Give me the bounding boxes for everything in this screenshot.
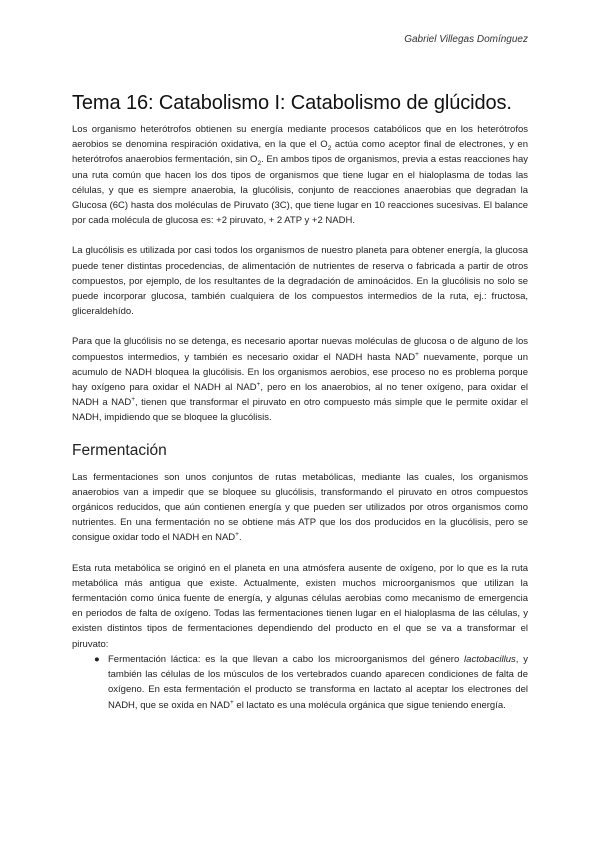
author-header: Gabriel Villegas Domínguez [404, 34, 528, 45]
section-heading-fermentacion: Fermentación [72, 441, 167, 459]
intro-paragraph-2: La glucólisis es utilizada por casi todos los organismos de nuestro planeta para obtener energía, la glucosa puede tener distintas procedencias, de alimentación de nutrientes de reserva o fabricada a partir de otros compuestos, por ejemplo, de los resultantes de la degradación de aminoácidos. En la glucólisis no solo se puede incorporar glucosa, también cualquiera de los compuestos intermedios de la ruta, ej.: fructosa, gliceraldehído. [72, 245, 528, 318]
intro-paragraph-1: Los organismo heterótrofos obtienen su energía mediante procesos catabólicos que en los heterótrofos aerobios se denomina respiración oxidativa, en la que el $O_2$ actúa como aceptor final de electrones, y en heterótrofos anaerobios fermentación, $\sin O_2$. En ambos tipos de organismos, previa a estas reacciones hay una ruta común que hacen los dos tipos de organismos que tiene lugar en el hialoplasma de todas las células, y que es siempre anaerobia, la glucólisis, conjunto de reacciones anaerobias que degradan la Glucosa (6C) hasta dos moléculas de Piruvato (3C), que tiene lugar en 10 reacciones sucesivas. El balance por cada molécula de glucosa es: +2 piruvato, + 2 ATP y +2 NADH. [72, 124, 528, 227]
fermentacion-paragraph-1: Las fermentaciones son unos conjuntos de rutas metabólicas, mediante las cuales, los organismos anaerobios van a impedir que se bloquee su glucólisis, transformando el piruvato en otros compuestos orgánicos reducidos, que aún contienen energía y que pueden ser utilizados por otros organismos como nutrientes. En una fermentación no se obtiene más ATP que los dos producidos en la glucólisis, pero se consigue oxidar todo el NADH en NAD+. [72, 471, 528, 544]
intro-paragraph-3: Para que la glucólisis no se detenga, es necesario aportar nuevas moléculas de glucosa o de alguno de los compuestos intermedios, y también es necesario oxidar el NADH hasta NAD+ nuevamente, porque un acumulo de NADH bloquea la glucólisis. En los organismos aerobios, ese proceso no es problema porque hay oxígeno para oxidar el NADH al NAD+, pero en los anaerobios, al no tener oxígeno, para oxidar el NADH a NAD+, tienen que transformar el piruvato en otro compuesto más simple que le permite oxidar el NADH, impidiendo que se bloquee la glucólisis. [72, 336, 528, 424]
page-title: Tema 16: Catabolismo I: Catabolismo de glúcidos. [72, 92, 512, 114]
list-item: ● Fermentación láctica: es la que llevan a cabo los microorganismos del género lactobacillus, y también las células de los músculos de los vertebrados cuando aparecen condiciones de falta de oxígeno. En esta fermentación el producto se transforma en lactato al aceptar los electrones del NADH, que se oxida en NAD+ el lactato es una molécula orgánica que sigue teniendo energía. [94, 653, 528, 711]
fermentacion-paragraph-2: Esta ruta metabólica se originó en el planeta en una atmósfera ausente de oxígeno, por lo que es la ruta metabólica más antigua que existe. Actualmente, existen muchos microorganismos que utilizan la fermentación como única fuente de energía, y algunas células aerobias como mecanismo de emergencia en periodos de falta de oxígeno. Todas las fermentaciones tienen lugar en el hialoplasma de las células, y existen distintos tipos de fermentaciones dependiendo del producto en el que se va a transformar el piruvato: [72, 562, 528, 650]
bullet-icon: ● [94, 653, 100, 665]
fermentation-types-list [72, 652, 528, 713]
